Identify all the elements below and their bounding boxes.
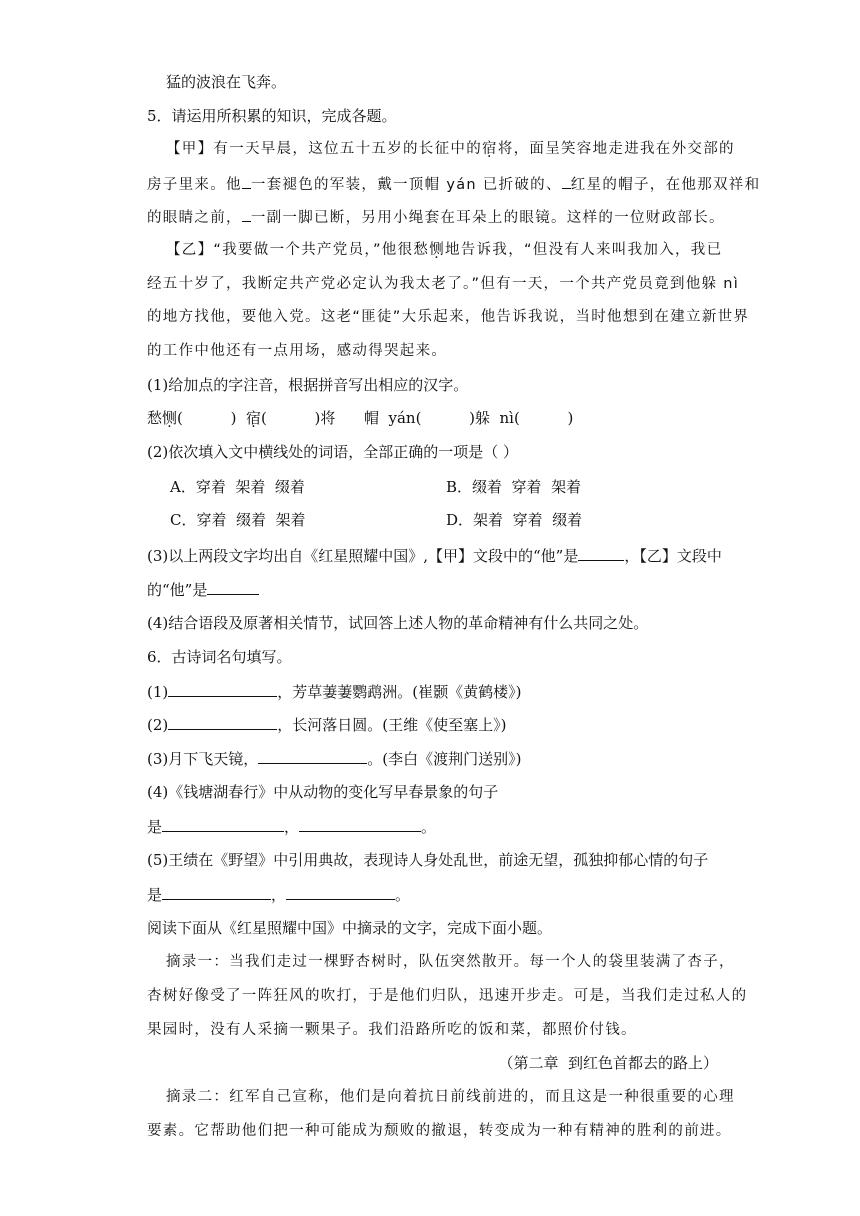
q5-sub3-line-2: 的“他”是 — [147, 579, 259, 600]
dotted-char-ce: 恻 — [429, 242, 445, 258]
q6-item-5: (5)王绩在《野望》中引用典故，表现诗人身处乱世，前途无望，孤独抑郁心情的句子 — [147, 851, 709, 869]
option-c[interactable]: C．穿着 缀着 架着 — [170, 511, 306, 529]
poem-blank-5b[interactable] — [286, 884, 395, 900]
poem-blank-1[interactable] — [168, 681, 277, 697]
poem-blank-3[interactable] — [258, 748, 367, 764]
excerpt-1-line-3: 果园时，没有人采摘一颗果子。我们沿路所吃的饭和菜，都照价付钱。 — [147, 1022, 637, 1038]
q6-item-1: (1) ，芳草萋萋鹦鹉洲。(崔颢《黄鹤楼》) — [147, 683, 522, 701]
q5-jia-line-2: 房子里来。他 一套褪色的军装，戴一顶帽 yán 已折破的、 红星的帽子，在他那双祥和 — [147, 173, 760, 195]
q6-item-4-answer: 是 ， 。 — [147, 818, 437, 836]
blank-fill-1[interactable] — [242, 173, 251, 189]
answer-blank-yi[interactable] — [207, 579, 259, 595]
poem-blank-5a[interactable] — [162, 884, 271, 900]
q5-yi-line-3: 的地方找他，要他入党。这老“匪徒”大乐起来，他告诉我说，当时他想到在建立新世界 — [147, 309, 750, 325]
excerpt-2-line-1: 摘录二：红军自己宣称，他们是向着抗日前线前进的，而且这是一种很重要的心理 — [166, 1089, 735, 1105]
reading-intro: 阅读下面从《红星照耀中国》中摘录的文字，完成下面小题。 — [147, 919, 553, 937]
q5-jia-line-3: 的眼睛之前， 一副一脚已断，另用小绳套在耳朵上的眼镜。这样的一位财政部长。 — [147, 206, 725, 228]
option-a[interactable]: A．穿着 架着 缀着 — [170, 478, 305, 496]
q5-sub3-line-1: (3)以上两段文字均出自《红星照耀中国》,【甲】文段中的“他”是 ，【乙】文段中 — [147, 547, 722, 565]
continued-line: 猛的波浪在飞奔。 — [166, 73, 287, 91]
dotted-char-su: 宿 — [482, 141, 498, 157]
excerpt-1-source: （第二章 到红色首都去的路上） — [498, 1054, 718, 1072]
q6-item-3: (3)月下飞天镜， 。(李白《渡荆门送别》) — [147, 750, 522, 768]
q5-jia-line-1: 【甲】有一天早晨，这位五十五岁的长征中的宿将，面呈笑容地走进我在外交部的 — [166, 141, 735, 157]
blank-fill-2[interactable] — [562, 173, 571, 189]
q6-heading: 6．古诗词名句填写。 — [147, 648, 292, 666]
poem-blank-2[interactable] — [168, 714, 277, 730]
excerpt-2-line-2: 要素。它帮助他们把一种可能成为颓败的撤退，转变成为一种有精神的胜利的前进。 — [147, 1123, 732, 1139]
answer-blank-jia[interactable] — [578, 545, 624, 561]
option-d[interactable]: D．架着 穿着 缀着 — [446, 511, 583, 529]
q5-yi-line-2: 经五十岁了，我断定共产党必定认为我太老了。”但有一天，一个共产党员竟到他躲 nì — [147, 276, 740, 292]
poem-blank-4a[interactable] — [162, 816, 284, 832]
excerpt-1-line-1: 摘录一：当我们走过一棵野杏树时，队伍突然散开。每一个人的袋里装满了杏子， — [166, 954, 735, 970]
q5-heading: 5．请运用所积累的知识，完成各题。 — [147, 107, 397, 125]
poem-blank-4b[interactable] — [299, 816, 421, 832]
q5-sub4: (4)结合语段及原著相关情节，试回答上述人物的革命精神有什么共同之处。 — [147, 614, 649, 632]
q5-yi-line-4: 的工作中他还有一点用场，感动得哭起来。 — [147, 343, 448, 359]
option-b[interactable]: B．缀着 穿着 架着 — [446, 478, 582, 496]
q6-item-2: (2) ，长河落日圆。(王维《使至塞上》) — [147, 716, 507, 734]
q5-sub1-prompt: (1)给加点的字注音，根据拼音写出相应的汉字。 — [147, 376, 469, 394]
excerpt-1-line-2: 杏树好像受了一阵狂风的吹打，于是他们归队，迅速开步走。可是，当我们走过私人的 — [147, 988, 748, 1004]
blank-fill-3[interactable] — [242, 206, 251, 222]
q5-sub1-items: 愁恻( ) 宿( )将 帽 yán( )躲 nì( ) — [147, 409, 574, 427]
q5-sub2-prompt: (2)依次填入文中横线处的词语，全部正确的一项是（ ） — [147, 443, 519, 461]
q5-yi-line-1: 【乙】“我要做一个共产党员，”他很愁恻地告诉我，“但没有人来叫我加入，我已 — [166, 242, 723, 258]
q6-item-4: (4)《钱塘湖春行》中从动物的变化写早春景象的句子 — [147, 783, 499, 801]
q6-item-5-answer: 是 ， 。 — [147, 886, 411, 904]
